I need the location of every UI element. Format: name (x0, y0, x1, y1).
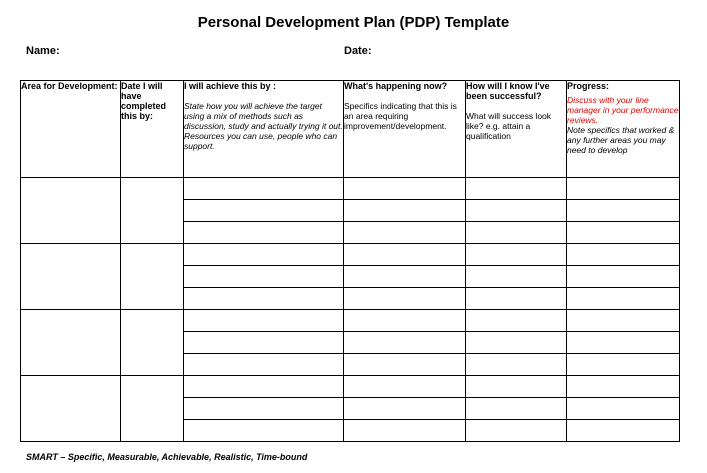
happening-now-cell[interactable] (344, 332, 466, 354)
happening-now-cell[interactable] (344, 244, 466, 266)
progress-cell[interactable] (567, 398, 680, 420)
happening-now-cell[interactable] (344, 376, 466, 398)
achieve-by-cell[interactable] (184, 310, 344, 332)
success-measure-cell[interactable] (466, 420, 567, 442)
achieve-by-cell[interactable] (184, 178, 344, 200)
header-title: Progress: (567, 81, 610, 91)
area-for-development-cell[interactable] (21, 178, 121, 244)
header-achieve-by (184, 81, 344, 178)
achieve-by-cell[interactable] (184, 288, 344, 310)
header-note: Specifics indicating that this is an area requiring improvement/development. (344, 101, 457, 131)
header-title: How will I know I've been successful? (466, 81, 550, 101)
achieve-by-cell[interactable] (184, 420, 344, 442)
header-success-measure (466, 81, 567, 178)
header-title: Area for Development: (21, 81, 118, 91)
header-title: Date I will have completed this by: (121, 81, 167, 121)
progress-cell[interactable] (567, 244, 680, 266)
happening-now-cell[interactable] (344, 310, 466, 332)
completion-date-cell[interactable] (121, 376, 184, 442)
success-measure-cell[interactable] (466, 310, 567, 332)
header-completion-date (121, 81, 184, 178)
success-measure-cell[interactable] (466, 354, 567, 376)
happening-now-cell[interactable] (344, 354, 466, 376)
happening-now-cell[interactable] (344, 288, 466, 310)
progress-cell[interactable] (567, 310, 680, 332)
smart-footer-note: SMART – Specific, Measurable, Achievable, Realistic, Time-bound (26, 452, 308, 462)
progress-cell[interactable] (567, 354, 680, 376)
achieve-by-cell[interactable] (184, 222, 344, 244)
date-field-label: Date: (344, 45, 372, 57)
progress-cell[interactable] (567, 178, 680, 200)
progress-cell[interactable] (567, 200, 680, 222)
table-row (21, 244, 680, 266)
name-field-label: Name: (26, 45, 60, 57)
achieve-by-cell[interactable] (184, 354, 344, 376)
completion-date-cell[interactable] (121, 244, 184, 310)
success-measure-cell[interactable] (466, 222, 567, 244)
header-progress (567, 81, 680, 178)
achieve-by-cell[interactable] (184, 332, 344, 354)
header-note: State how you will achieve the target using a mix of methods such as discussion, study and actually trying it out. Resources you can use, people who can support. (184, 101, 343, 151)
success-measure-cell[interactable] (466, 332, 567, 354)
area-for-development-cell[interactable] (21, 244, 121, 310)
completion-date-cell[interactable] (121, 310, 184, 376)
happening-now-cell[interactable] (344, 200, 466, 222)
area-for-development-cell[interactable] (21, 376, 121, 442)
area-for-development-cell[interactable] (21, 310, 121, 376)
achieve-by-cell[interactable] (184, 376, 344, 398)
page-title: Personal Development Plan (PDP) Template (197, 14, 510, 31)
success-measure-cell[interactable] (466, 200, 567, 222)
happening-now-cell[interactable] (344, 398, 466, 420)
completion-date-cell[interactable] (121, 178, 184, 244)
table-row (21, 310, 680, 332)
achieve-by-cell[interactable] (184, 200, 344, 222)
pdp-table (20, 80, 680, 442)
header-area-for-development (21, 81, 121, 178)
header-note: Note specifics that worked & any further areas you may need to develop (567, 125, 675, 155)
progress-cell[interactable] (567, 222, 680, 244)
progress-cell[interactable] (567, 288, 680, 310)
achieve-by-cell[interactable] (184, 398, 344, 420)
happening-now-cell[interactable] (344, 222, 466, 244)
header-row (21, 81, 680, 178)
success-measure-cell[interactable] (466, 244, 567, 266)
table-row (21, 178, 680, 200)
table-row (21, 376, 680, 398)
happening-now-cell[interactable] (344, 420, 466, 442)
progress-cell[interactable] (567, 332, 680, 354)
header-title: What's happening now? (344, 81, 448, 91)
progress-cell[interactable] (567, 420, 680, 442)
success-measure-cell[interactable] (466, 266, 567, 288)
header-note: What will success look like? e.g. attain a qualification (466, 111, 552, 141)
header-title: I will achieve this by : (184, 81, 277, 91)
progress-cell[interactable] (567, 376, 680, 398)
header-note-red: Discuss with your line manager in your performance reviews. (567, 95, 679, 125)
header-happening-now (344, 81, 466, 178)
happening-now-cell[interactable] (344, 178, 466, 200)
success-measure-cell[interactable] (466, 398, 567, 420)
success-measure-cell[interactable] (466, 288, 567, 310)
achieve-by-cell[interactable] (184, 244, 344, 266)
progress-cell[interactable] (567, 266, 680, 288)
success-measure-cell[interactable] (466, 178, 567, 200)
success-measure-cell[interactable] (466, 376, 567, 398)
achieve-by-cell[interactable] (184, 266, 344, 288)
happening-now-cell[interactable] (344, 266, 466, 288)
